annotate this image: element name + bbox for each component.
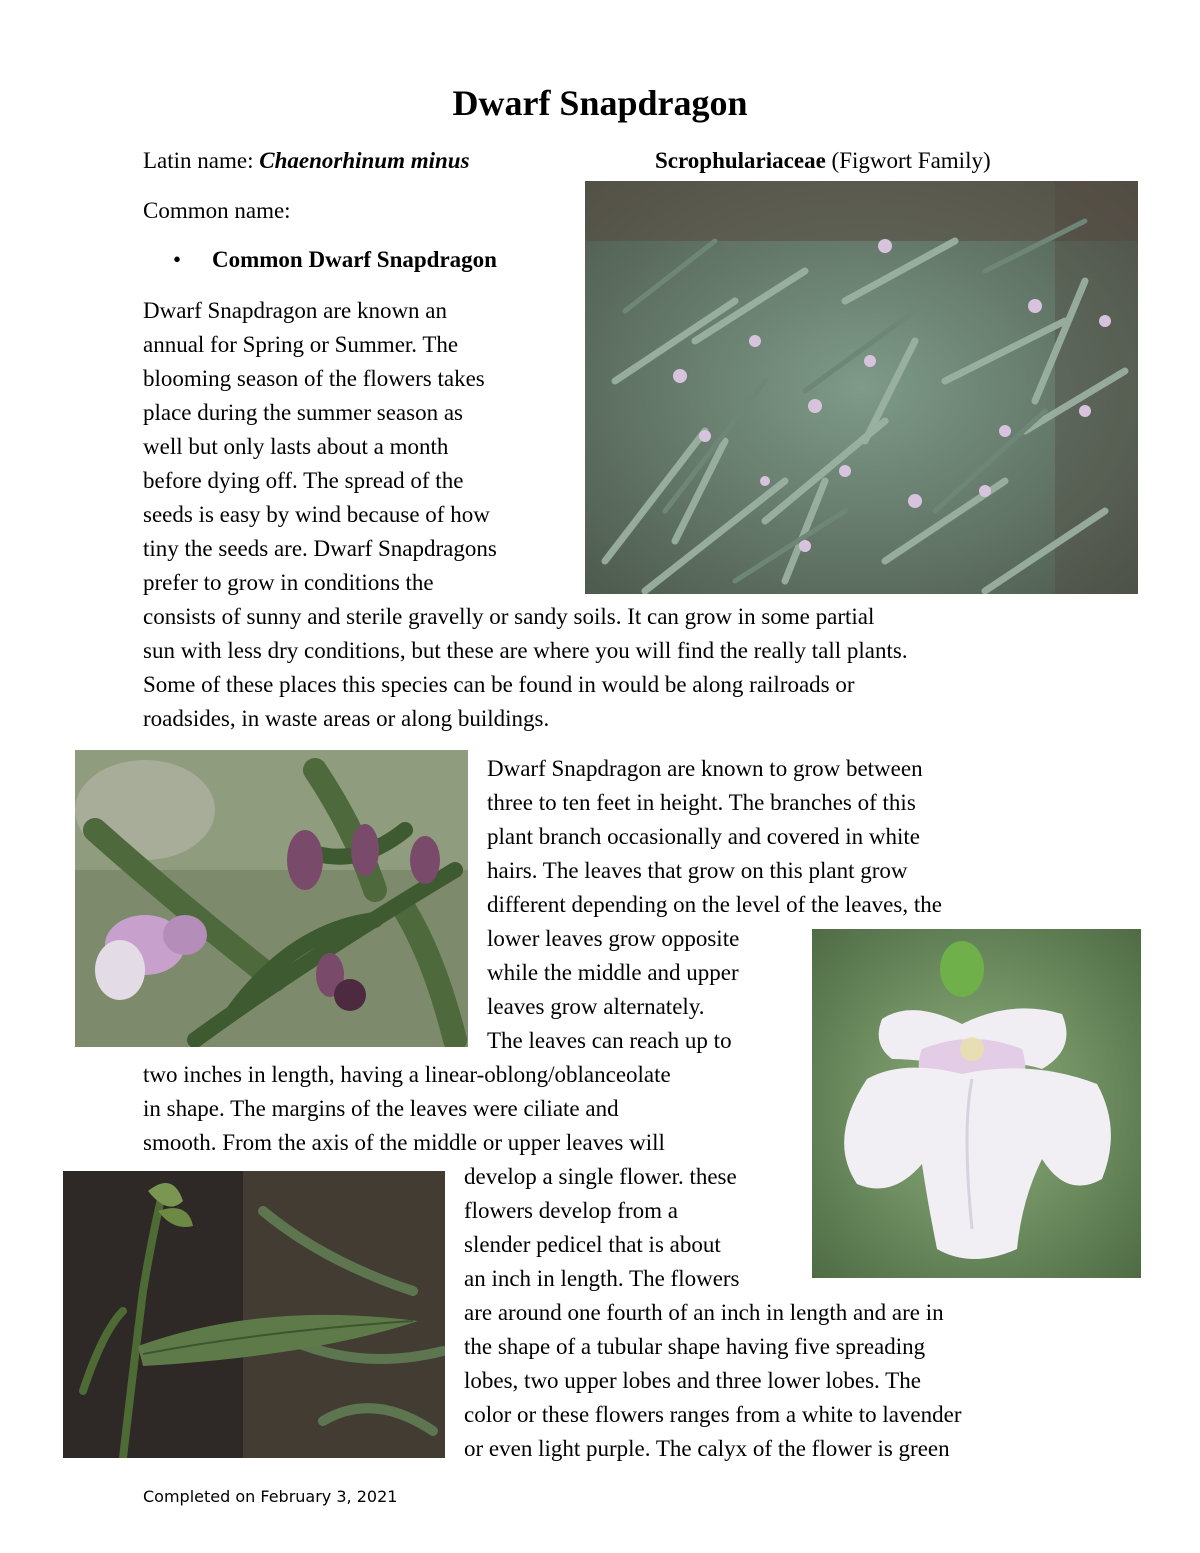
text-line: annual for Spring or Summer. The: [143, 332, 459, 357]
leaf-detail-photo: [63, 1171, 445, 1458]
text-line: smooth. From the axis of the middle or upper leaves will: [143, 1130, 665, 1155]
text-line: hairs. The leaves that grow on this plant grow: [487, 858, 908, 883]
text-line: roadsides, in waste areas or along buildings.: [143, 706, 550, 731]
text-line: while the middle and upper: [487, 960, 739, 985]
hairy-stem-flower-photo: [75, 750, 468, 1047]
text-line: plant branch occasionally and covered in white: [487, 824, 921, 849]
plant-clump-photo: [585, 181, 1138, 594]
text-line: develop a single flower. these: [464, 1164, 737, 1189]
text-line: two inches in length, having a linear-oblong/oblanceolate: [143, 1062, 671, 1087]
text-line: leaves grow alternately.: [487, 994, 705, 1019]
text-line: place during the summer season as: [143, 400, 463, 425]
latin-name-value: Chaenorhinum minus: [259, 148, 470, 173]
text-line: an inch in length. The flowers: [464, 1266, 740, 1291]
text-line: prefer to grow in conditions the: [143, 570, 434, 595]
text-line: lobes, two upper lobes and three lower lobes. The: [464, 1368, 921, 1393]
text-line: the shape of a tubular shape having five spreading: [464, 1334, 926, 1359]
page-title: Dwarf Snapdragon: [452, 83, 748, 123]
text-line: The leaves can reach up to: [487, 1028, 732, 1053]
common-name-item: Common Dwarf Snapdragon: [212, 247, 497, 272]
text-line: in shape. The margins of the leaves were ciliate and: [143, 1096, 619, 1121]
text-line: or even light purple. The calyx of the flower is green: [464, 1436, 950, 1461]
family-common: (Figwort Family): [825, 148, 991, 173]
text-line: tiny the seeds are. Dwarf Snapdragons: [143, 536, 497, 561]
text-line: flowers develop from a: [464, 1198, 678, 1223]
text-line: sun with less dry conditions, but these are where you will find the really tall plants.: [143, 638, 908, 663]
text-line: different depending on the level of the leaves, the: [487, 892, 942, 917]
text-line: before dying off. The spread of the: [143, 468, 464, 493]
text-line: three to ten feet in height. The branches of this: [487, 790, 916, 815]
family-line: [655, 146, 991, 176]
common-name-bullet-icon: •: [173, 247, 182, 272]
text-line: seeds is easy by wind because of how: [143, 502, 490, 527]
text-line: lower leaves grow opposite: [487, 926, 740, 951]
text-line: Dwarf Snapdragon are known to grow between: [487, 756, 923, 781]
text-line: consists of sunny and sterile gravelly or sandy soils. It can grow in some partial: [143, 604, 875, 629]
text-line: Some of these places this species can be found in would be along railroads or: [143, 672, 855, 697]
text-line: are around one fourth of an inch in length and are in: [464, 1300, 944, 1325]
text-line: Dwarf Snapdragon are known an: [143, 298, 448, 323]
completion-date: Completed on February 3, 2021: [143, 1487, 398, 1506]
latin-name-label: Latin name:: [143, 148, 260, 173]
text-line: color or these flowers ranges from a white to lavender: [464, 1402, 962, 1427]
white-flower-closeup-photo: [812, 929, 1141, 1278]
text-line: well but only lasts about a month: [143, 434, 449, 459]
text-line: slender pedicel that is about: [464, 1232, 721, 1257]
latin-name-line: [143, 146, 470, 176]
common-name-label: Common name:: [143, 198, 291, 223]
family-name: Scrophulariaceae: [655, 148, 826, 173]
text-line: blooming season of the flowers takes: [143, 366, 485, 391]
